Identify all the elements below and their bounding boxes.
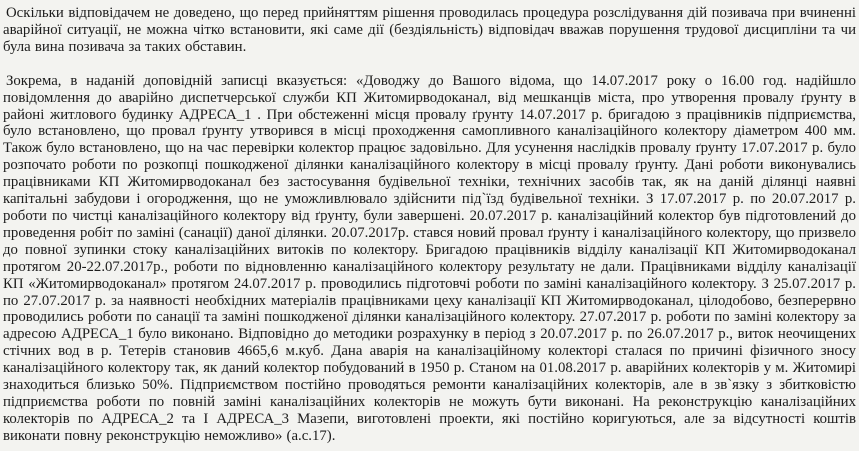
paragraph-report-note: Зокрема, в наданій доповідній записці вказується: «Доводжу до Вашого відома, що 14.07.2017 року о 16.00 год. надійшло повідомлення до аварійно диспетчерської служби КП Житомирводоканал, від мешканців міста, про утворення провалу ґрунту в районі житлового будинку АДРЕСА_1 . При обстеженні місця провалу ґрунту 14.07.2017 р. бригадою з працівників підприємства, було встановлено, що провал ґрунту утворився в місці проходження самопливного каналізаційного колектору діаметром 400 мм. Також було встановлено, що на час перевірки колектор працює задовільно. Для усунення наслідків провалу ґрунту 17.07.2017 р. було розпочато роботи по розкопці пошкодженої ділянки каналізаційного колектору в місці провалу ґрунту. Дані роботи виконувались працівниками КП Житомирводоканал без застосування будівельної техніки, технічних засобів так, як на даній ділянці наявні капітальні забудови і огородження, що не уможливлювало здійснити під`їзд будівельної техніки. З 17.07.2017 р. по 20.07.2017 р. роботи по чистці каналізаційного колектору від ґрунту, були завершені. 20.07.2017 р. каналізаційний колектор був підготовлений до проведення робіт по заміні (санації) даної ділянки. 20.07.2017р. стався новий провал ґрунту і каналізаційного колектору, що призвело до повної зупинки стоку каналізаційних витоків по колектору. Бригадою працівників відділу каналізації КП Житомирводоканал протягом 20-22.07.2017р., роботи по відновленню каналізаційного колектору результату не дали. Працівниками відділу каналізації КП «Житомирводоканал» протягом 24.07.2017 р. проводились підготовчі роботи по заміні каналізаційного колектору. З 25.07.2017 р. по 27.07.2017 р. за наявності необхідних матеріалів працівниками цеху каналізації КП Житомирводоканал, цілодобово, безперервно проводились роботи по санації та заміні пошкодженої ділянки каналізаційного колектору. 27.07.2017 р. роботи по заміні колектору за адресою АДРЕСА_1 було виконано. Відповідно до методики розрахунку в період з 20.07.2017 р. по 26.07.2017 р., виток неочищених стічних вод в р. Тетерів становив 4665,6 м.куб. Дана аварія на каналізаційному колекторі сталася по причині фізичного зносу каналізаційного колектору так, як даний колектор побудований в 1950 р. Станом на 01.08.2017 р. аварійних колекторів у м. Житомирі знаходиться близько 50%. Підприємством постійно проводяться ремонти каналізаційних колекторів, але в зв`язку з збитковістю підприємства роботи по повній заміні каналізаційних колекторів не можуть бути виконані. На реконструкцію каналізаційних колекторів по АДРЕСА_2 та І АДРЕСА_3 Мазепи, виготовлені проекти, які постійно коригуються, але за відсутності коштів виконати повну реконструкцію неможливо» (а.с.17). xyxy=(3,72,856,444)
paragraph-conclusion: Оскільки відповідачем не доведено, що перед прийняттям рішення проводилась процедура розслідування дій позивача при вчиненні аварійної ситуації, не можна чітко встановити, які саме дії (бездіяльність) відповідач вважав порушення трудової дисципліни та чи була вина позивача за таких обставин. xyxy=(3,5,856,55)
